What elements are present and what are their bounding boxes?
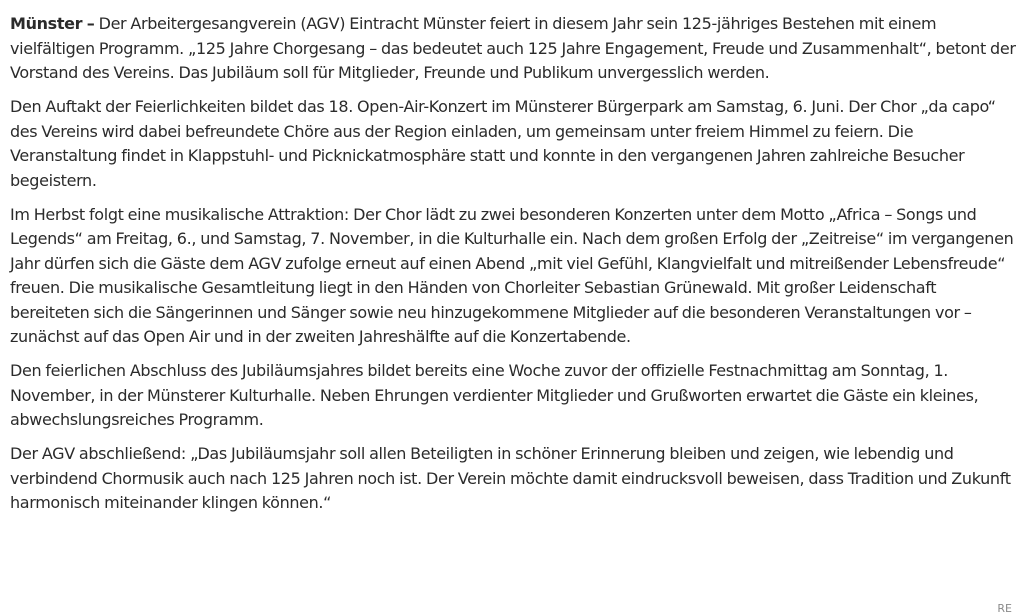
paragraph-text-1: Der Arbeitergesangverein (AGV) Eintracht Münster feiert in diesem Jahr sein 125-jähriges Bestehen mit einem vielfältigen Programm. „125 Jahre Chorgesang – das bedeutet auch 125 Jahre Engagement, Freude und Zusammenhalt“, betont der Vorstand des Vereins. Das Jubiläum soll für Mitglieder, Freunde und Publikum unvergesslich werden. xyxy=(10,14,1016,82)
article-paragraph-3: Im Herbst folgt eine musikalische Attraktion: Der Chor lädt zu zwei besonderen Konzerten unter dem Motto „Africa – Songs und Legends“ am Freitag, 6., und Samstag, 7. November, in die Kulturhalle ein. Nach dem großen Erfolg der „Zeitreise“ im vergangenen Jahr dürfen sich die Gäste dem AGV zufolge erneut auf einen Abend „mit viel Gefühl, Klangvielfalt und mitreißender Lebensfreude“ freuen. Die musikalische Gesamtleitung liegt in den Händen von Chorleiter Sebastian Grünewald. Mit großer Leidenschaft bereiteten sich die Sängerinnen und Sänger sowie neu hinzugekommene Mitglieder auf die besonderen Veranstaltungen vor – zunächst auf das Open Air und in der zweiten Jahreshälfte auf die Konzertabende. xyxy=(10,204,1014,346)
article-paragraph-2: Den Auftakt der Feierlichkeiten bildet das 18. Open-Air-Konzert im Münsterer Bürgerpark am Samstag, 6. Juni. Der Chor „da capo“ des Vereins wird dabei befreundete Chöre aus der Region einladen, um gemeinsam unter freiem Himmel zu feiern. Die Veranstaltung findet in Klappstuhl- und Picknickatmosphäre statt und konnte in den vergangenen Jahren zahlreiche Besucher begeistern. xyxy=(10,97,996,190)
dateline: Münster – xyxy=(10,14,95,33)
article-paragraph-1 xyxy=(10,12,1016,86)
article-paragraph-4: Den feierlichen Abschluss des Jubiläumsjahres bildet bereits eine Woche zuvor der offizielle Festnachmittag am Sonntag, 1. November, in der Münsterer Kulturhalle. Neben Ehrungen verdienter Mitglieder und Grußworten erwartet die Gäste ein kleines, abwechslungsreiches Programm. xyxy=(10,361,979,429)
article-paragraph-5: Der AGV abschließend: „Das Jubiläumsjahr soll allen Beteiligten in schöner Erinnerung bleiben und zeigen, wie lebendig und verbindend Chormusik auch nach 125 Jahren noch ist. Der Verein möchte damit eindrucksvoll beweisen, dass Tradition und Zukunft harmonisch miteinander klingen können.“ xyxy=(10,444,1011,512)
author-initials: RE xyxy=(997,602,1012,615)
article-body xyxy=(10,12,1016,525)
